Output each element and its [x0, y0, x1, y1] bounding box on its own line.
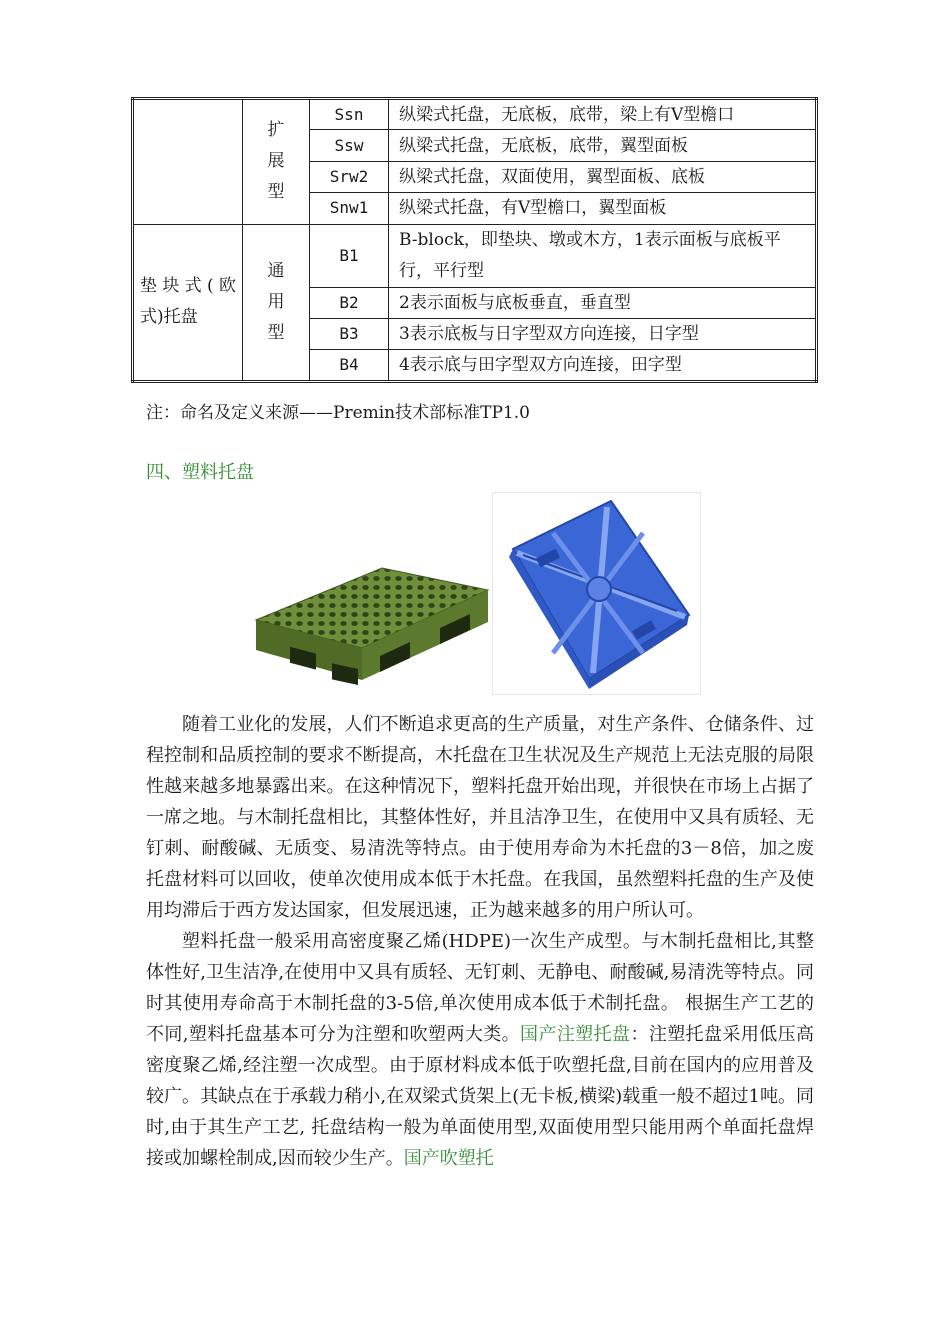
desc-cell: B-block，即垫块、墩或木方，1表示面板与底板平行，平行型: [389, 224, 817, 287]
paragraph-2-part-a: 塑料托盘一般采用高密度聚乙烯(HDPE)一次生产成型。与木制托盘相比,其整体性好,卫生洁净,在使用中又具有质轻、无钉刺、无静电、耐酸碱,易清洗等特点。同时其使用寿命高于木制托盘的3-5倍,单次使用成本低于术制托盘。 根据生产工艺的不同,塑料托盘基本可分为注塑和吹塑两大类。: [146, 931, 814, 1045]
group-cell: [133, 224, 243, 381]
body-text: [146, 709, 814, 1174]
desc-cell: 纵梁式托盘，双面使用，翼型面板、底板: [389, 161, 817, 192]
subtype-cell: [243, 99, 310, 225]
desc-cell: 纵梁式托盘，无底板，底带，翼型面板: [389, 130, 817, 161]
code-cell: Snw1: [310, 193, 389, 224]
pallet-type-table: [131, 97, 818, 383]
highlight-blow: 国产吹塑托: [403, 1148, 494, 1169]
table-row: [133, 224, 817, 287]
table-row: [133, 99, 817, 130]
subtype-label: 通用型: [267, 260, 285, 343]
section-heading: 四、塑料托盘: [146, 462, 254, 483]
table-note: 注：命名及定义来源——Premin技术部标准TP1.0: [146, 403, 530, 423]
blue-pallet-image: [492, 492, 701, 695]
subtype-cell: [243, 224, 310, 381]
desc-cell: 3表示底板与日字型双方向连接，日字型: [389, 318, 817, 349]
code-cell: Ssn: [310, 99, 389, 130]
desc-cell: 纵梁式托盘，有V型檐口，翼型面板: [389, 193, 817, 224]
paragraph-2-part-b: ：注塑托盘采用低压高密度聚乙烯,经注塑一次成型。由于原材料成本低于吹塑托盘,目前在国内的应用普及较广。其缺点在于承载力稍小,在双梁式货架上(无卡板,横梁)载重一般不超过1吨。同时,由于其生产工艺, 托盘结构一般为单面使用型,双面使用型只能用两个单面托盘焊接或加螺栓制成,因而较少生产。: [146, 1024, 815, 1169]
desc-cell: 纵梁式托盘，无底板，底带，梁上有V型檐口: [389, 99, 817, 130]
green-pallet-image: [250, 538, 492, 695]
subtype-label: 扩展型: [267, 120, 285, 203]
highlight-injection: 国产注塑托盘: [520, 1024, 631, 1045]
group-cell: [133, 99, 243, 225]
code-cell: B3: [310, 318, 389, 349]
code-cell: B2: [310, 287, 389, 318]
code-cell: Ssw: [310, 130, 389, 161]
paragraph-2: [146, 926, 814, 1174]
code-cell: B4: [310, 350, 389, 381]
code-cell: Srw2: [310, 161, 389, 192]
desc-cell: 4表示底与田字型双方向连接，田字型: [389, 350, 817, 381]
desc-cell: 2表示面板与底板垂直，垂直型: [389, 287, 817, 318]
paragraph-1: 随着工业化的发展，人们不断追求更高的生产质量，对生产条件、仓储条件、过程控制和品质控制的要求不断提高，木托盘在卫生状况及生产规范上无法克服的局限性越来越多地暴露出来。在这种情况下，塑料托盘开始出现，并很快在市场上占据了一席之地。与木制托盘相比，其整体性好，并且洁净卫生，在使用中又具有质轻、无钉刺、耐酸碱、无质变、易清洗等特点。由于使用寿命为木托盘的3－8倍，加之废托盘材料可以回收，使单次使用成本低于木托盘。在我国，虽然塑料托盘的生产及使用均滞后于西方发达国家，但发展迅速，正为越来越多的用户所认可。: [146, 714, 814, 921]
code-cell: B1: [310, 224, 389, 287]
group-label: 垫块式(欧式)托盘: [140, 276, 236, 328]
